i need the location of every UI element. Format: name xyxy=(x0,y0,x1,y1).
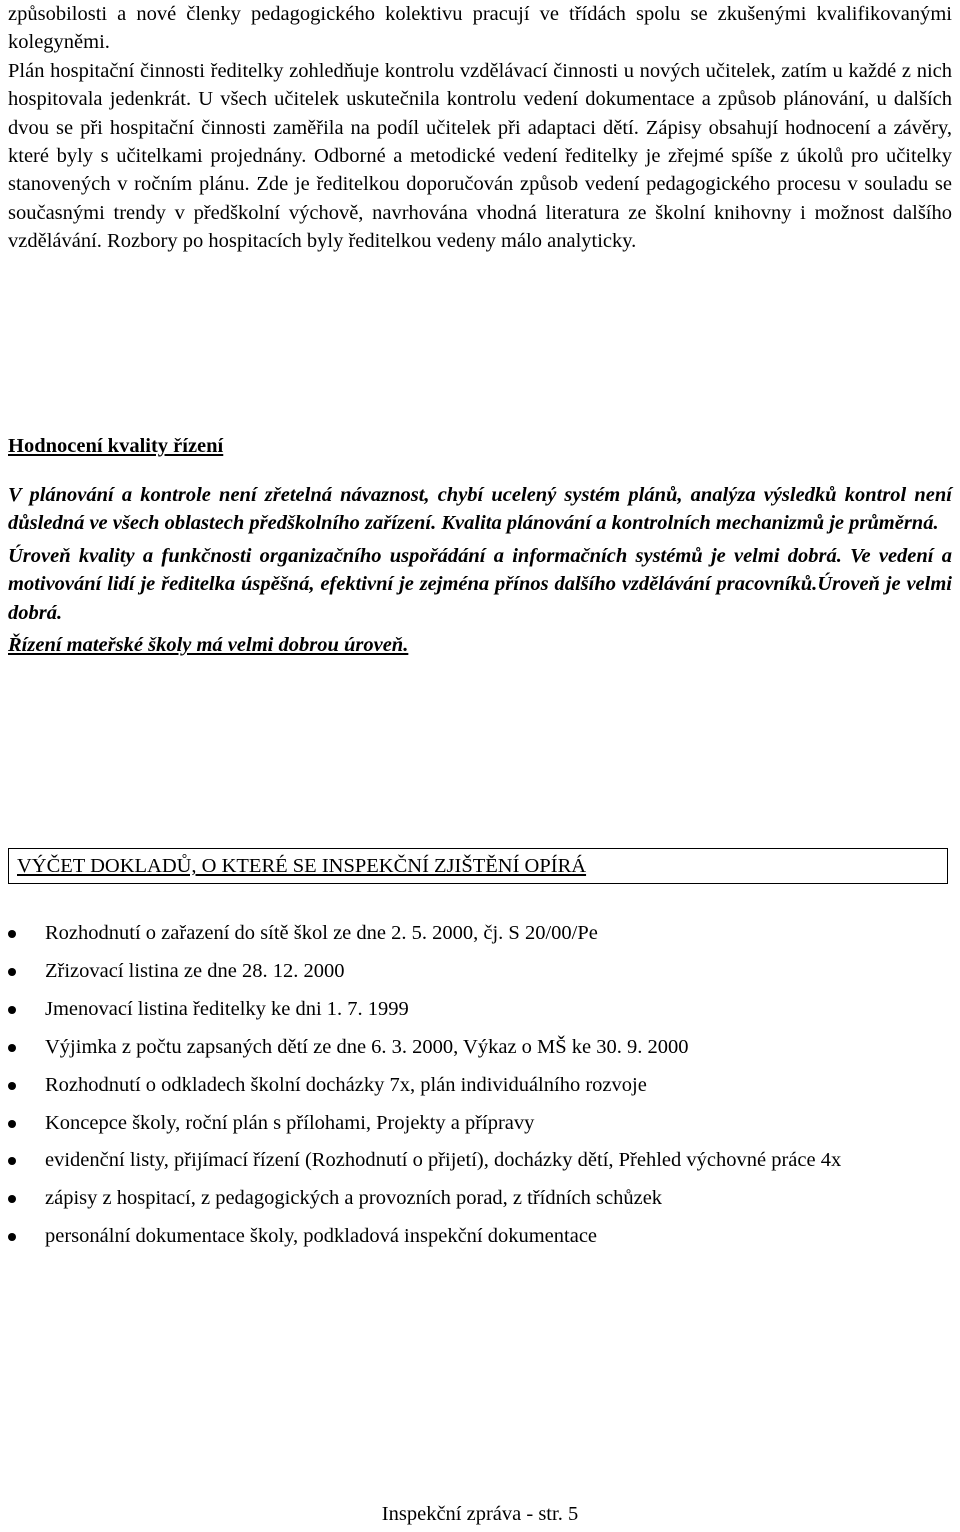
list-item: personální dokumentace školy, podkladová inspekční dokumentace xyxy=(0,1222,952,1250)
bullet-icon xyxy=(8,1157,16,1165)
list-item: Rozhodnutí o odkladech školní docházky 7x, plán individuálního rozvoje xyxy=(0,1071,952,1099)
documents-heading: VÝČET DOKLADŮ, O KTERÉ SE INSPEKČNÍ ZJIŠTĚNÍ OPÍRÁ xyxy=(8,848,948,884)
bullet-icon xyxy=(8,930,16,938)
bullet-icon xyxy=(8,1120,16,1128)
intro-paragraph-1: způsobilosti a nové členky pedagogického kolektivu pracují ve třídách spolu se zkušenými kvalifikovanými kolegyněmi. xyxy=(8,3,952,54)
quality-paragraph-2: Úroveň kvality a funkčnosti organizačního uspořádání a informačních systémů je velmi dobrá. Ve vedení a motivování lidí je ředitelka úspěšná, efektivní je zejména přínos dalšího vzdělávání pracovníků.Úroveň je velmi dobrá. xyxy=(8,544,952,624)
list-item: Výjimka z počtu zapsaných dětí ze dne 6. 3. 2000, Výkaz o MŠ ke 30. 9. 2000 xyxy=(0,1033,952,1061)
page-footer: Inspekční zpráva - str. 5 xyxy=(381,1503,579,1525)
list-item: Rozhodnutí o zařazení do sítě škol ze dne 2. 5. 2000, čj. S 20/00/Pe xyxy=(0,919,952,947)
bullet-icon xyxy=(8,1233,16,1241)
bullet-icon xyxy=(8,1006,16,1014)
list-item: evidenční listy, přijímací řízení (Rozhodnutí o přijetí), docházky dětí, Přehled výchovné práce 4x xyxy=(0,1146,952,1174)
list-item: zápisy z hospitací, z pedagogických a provozních porad, z třídních schůzek xyxy=(0,1184,952,1212)
document-page xyxy=(8,0,952,256)
bullet-icon xyxy=(8,1082,16,1090)
bullet-icon xyxy=(8,1195,16,1203)
list-item: Jmenovací listina ředitelky ke dni 1. 7. 1999 xyxy=(0,995,952,1023)
quality-evaluation xyxy=(8,481,952,663)
list-item: Koncepce školy, roční plán s přílohami, Projekty a přípravy xyxy=(0,1109,952,1137)
bullet-icon xyxy=(8,1044,16,1052)
intro-paragraph-2: Plán hospitační činnosti ředitelky zohledňuje kontrolu vzdělávací činnosti u nových učitelek, zatím u každé z nich hospitovala jedenkrát. U všech učitelek uskutečnila kontrolu vedení dokumentace a způsob plánování, u dalších dvou se při hospitační činnosti zaměřila na podíl učitelek při adaptaci dětí. Zápisy obsahují hodnocení a závěry, které byly s učitelkami projednány. Odborné a metodické vedení ředitelky je zřejmé spíše z úkolů pro učitelky stanovených v ročním plánu. Zde je ředitelkou doporučován způsob vedení pedagogického procesu v souladu se současnými trendy v předškolní výchově, navrhována vhodná literatura ze školní knihovny i možnost dalšího vzdělávání. Rozbory po hospitacích byly ředitelkou vedeny málo analyticky. xyxy=(8,59,952,253)
quality-heading: Hodnocení kvality řízení xyxy=(8,435,224,457)
documents-list xyxy=(0,919,952,1260)
bullet-icon xyxy=(8,968,16,976)
quality-paragraph-1: V plánování a kontrole není zřetelná návaznost, chybí ucelený systém plánů, analýza výsledků kontrol není důsledná ve všech oblastech předškolního zařízení. Kvalita plánování a kontrolních mechanizmů je průměrná. xyxy=(8,484,952,535)
list-item: Zřizovací listina ze dne 28. 12. 2000 xyxy=(0,957,952,985)
quality-conclusion: Řízení mateřské školy má velmi dobrou úroveň. xyxy=(8,634,409,657)
